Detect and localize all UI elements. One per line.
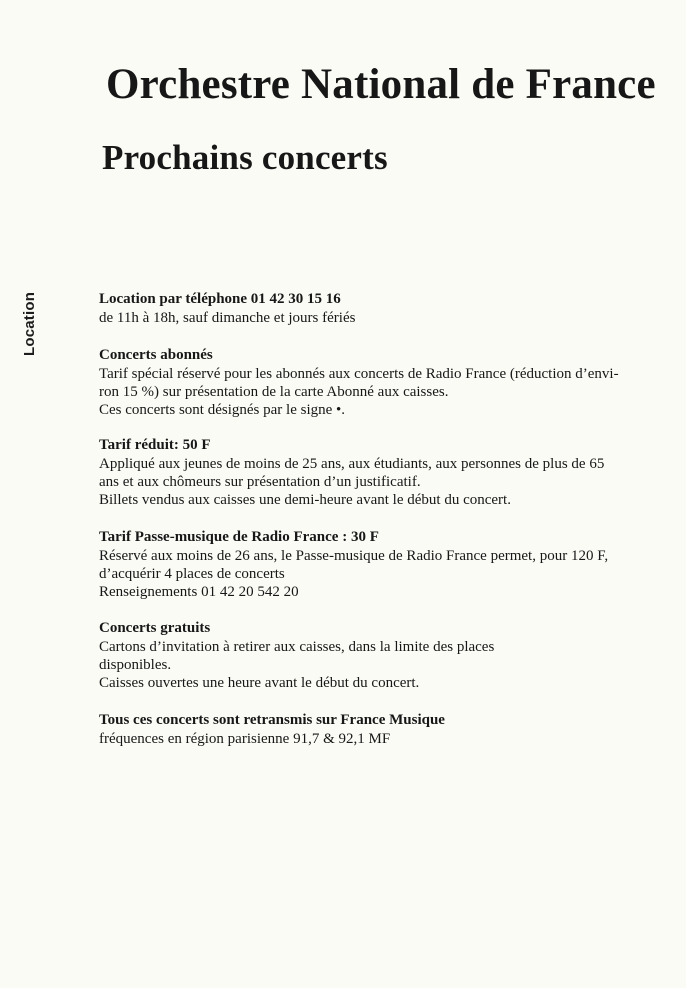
france-musique-frequencies: fréquences en région parisienne 91,7 & 92,1 MF xyxy=(99,731,391,747)
free-concerts-line-3: Caisses ouvertes une heure avant le début du concert. xyxy=(99,675,420,691)
page-title: Orchestre National de France xyxy=(106,61,656,108)
music-pass-line-2: d’acquérir 4 places de concerts xyxy=(99,566,285,582)
music-pass-section xyxy=(99,528,669,601)
free-concerts-line-1: Cartons d’invitation à retirer aux caisses, dans la limite des places xyxy=(99,639,495,655)
subscribers-heading: Concerts abonnés xyxy=(99,347,213,363)
reduced-rate-line-3: Billets vendus aux caisses une demi-heure avant le début du concert. xyxy=(99,492,511,508)
reduced-rate-section xyxy=(99,436,669,509)
page-subtitle: Prochains concerts xyxy=(102,138,388,177)
music-pass-heading: Tarif Passe-musique de Radio France : 30 F xyxy=(99,529,379,545)
free-concerts-section xyxy=(99,619,669,692)
location-hours: de 11h à 18h, sauf dimanche et jours fériés xyxy=(99,310,356,326)
reduced-rate-heading: Tarif réduit: 50 F xyxy=(99,437,211,453)
music-pass-line-3: Renseignements 01 42 20 542 20 xyxy=(99,584,299,600)
subscribers-line-1: Tarif spécial réservé pour les abonnés aux concerts de Radio France (réduction d’envi- xyxy=(99,366,619,382)
subscribers-line-3: Ces concerts sont désignés par le signe •. xyxy=(99,402,346,418)
subscribers-line-2: ron 15 %) sur présentation de la carte Abonné aux caisses. xyxy=(99,384,449,400)
free-concerts-line-2: disponibles. xyxy=(99,657,172,673)
reduced-rate-line-1: Appliqué aux jeunes de moins de 25 ans, aux étudiants, aux personnes de plus de 65 xyxy=(99,456,605,472)
side-label: Location xyxy=(21,291,38,356)
subscribers-section xyxy=(99,346,669,419)
location-section xyxy=(99,290,669,327)
free-concerts-heading: Concerts gratuits xyxy=(99,620,211,636)
france-musique-heading: Tous ces concerts sont retransmis sur France Musique xyxy=(99,712,445,728)
reduced-rate-line-2: ans et aux chômeurs sur présentation d’un justificatif. xyxy=(99,474,421,490)
music-pass-line-1: Réservé aux moins de 26 ans, le Passe-musique de Radio France permet, pour 120 F, xyxy=(99,548,609,564)
location-heading: Location par téléphone 01 42 30 15 16 xyxy=(99,291,341,307)
france-musique-section xyxy=(99,711,669,748)
